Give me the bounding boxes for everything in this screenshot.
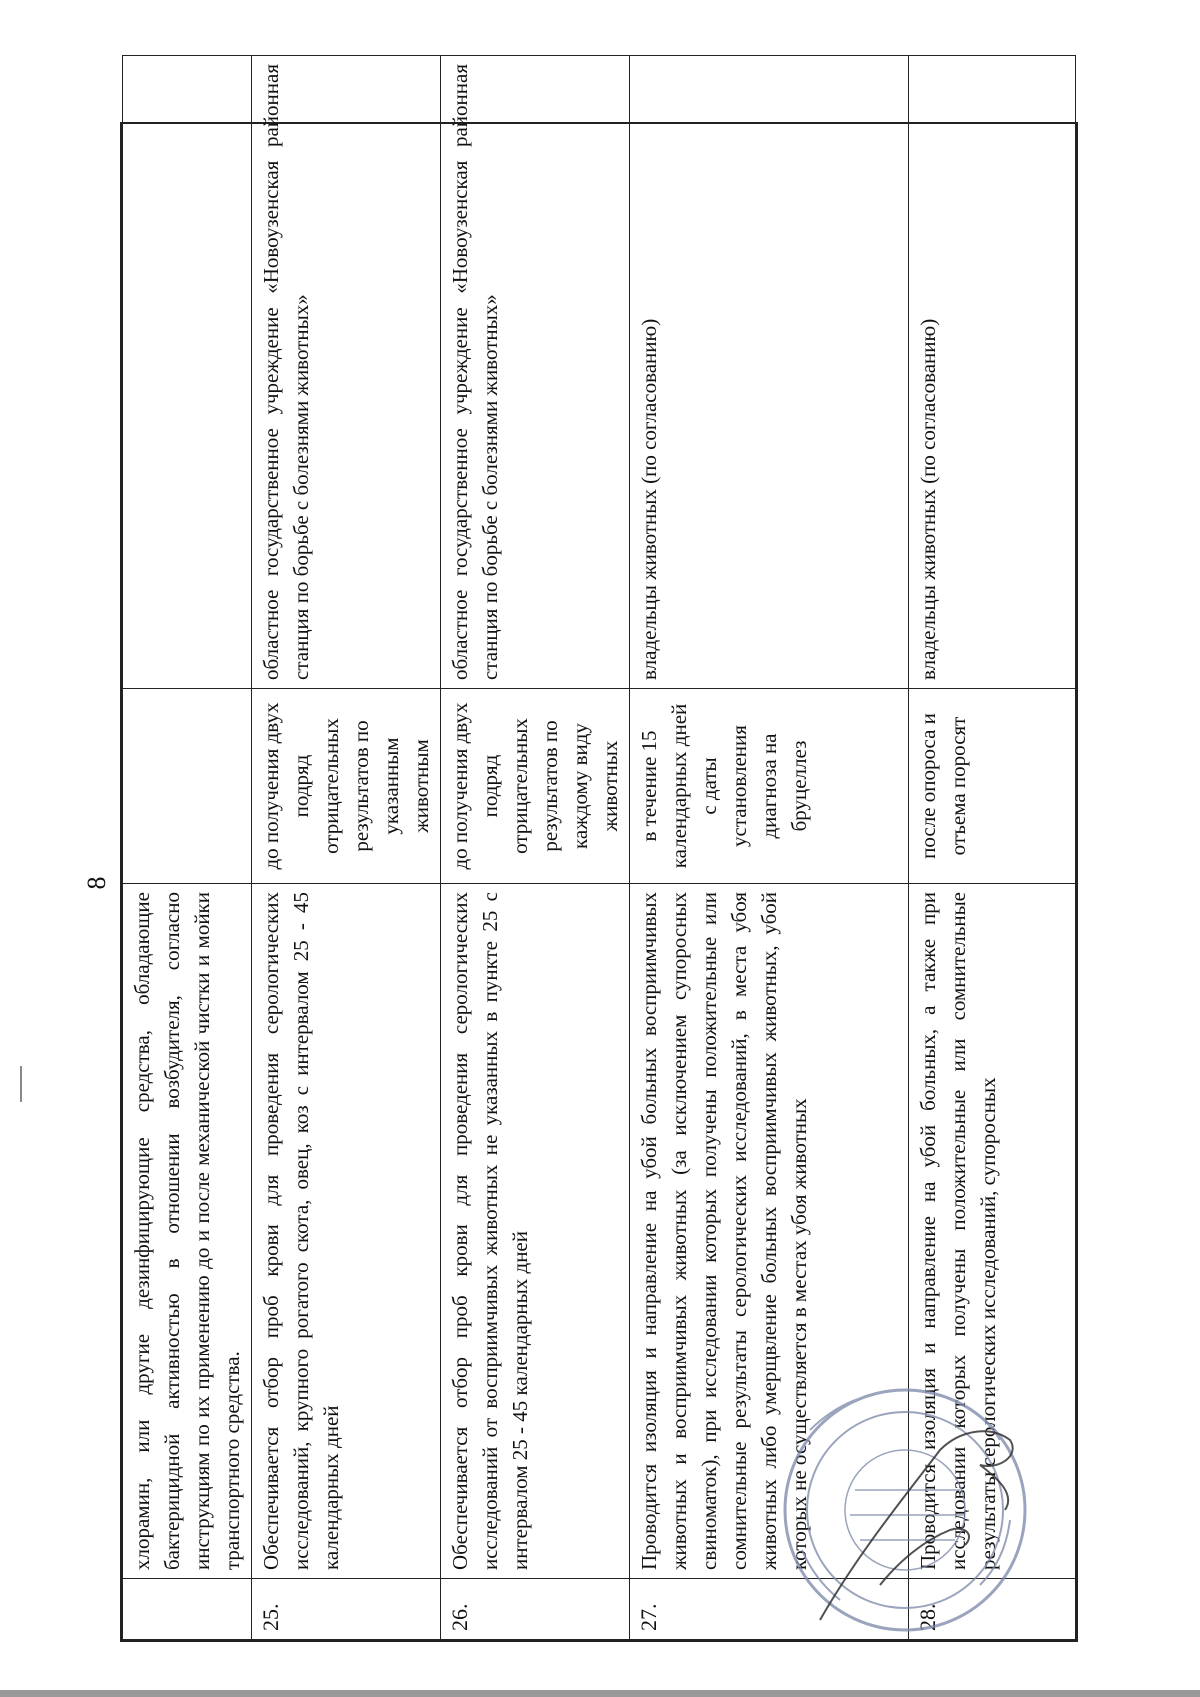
action-cell: Обеспечивается отбор проб крови для проведения серологических исследований, крупного рогатого скота, овец, коз с интервалом 25 - 45 календарных дней (252, 884, 441, 1579)
action-cell: Проводится изоляция и направление на убой больных, а также при исследовании которых получены положительные или сомнительные результаты серологических исследований, супоросных (909, 884, 1076, 1579)
action-cell: Обеспечивается отбор проб крови для проведения серологических исследований от восприимчивых животных не указанных в пункте 25 с интервалом 25 - 45 календарных дней (441, 884, 630, 1579)
row-number: 27. (630, 1579, 909, 1640)
responsible-cell: владельцы животных (по согласованию) (630, 56, 909, 689)
row-number (123, 1579, 252, 1640)
term-cell: после опороса и отъема поросят (909, 689, 1076, 884)
action-cell: Проводится изоляция и направление на убой больных восприимчивых животных и восприимчивых животных (за исключением супоросных свиноматок), при исследовании которых получены положительные или сомнительные результаты серологических исследований, в места убоя животных либо умерщвление больных восприимчивых животных, убой которых не осуществляется в местах убоя животных (630, 884, 909, 1579)
table-row (252, 56, 441, 1640)
term-cell: в течение 15 календарных дней с даты установления диагноза на бруцеллез (630, 689, 909, 884)
page-number: 8 (82, 876, 111, 890)
row-number: 25. (252, 1579, 441, 1640)
scan-edge-mark (0, 1690, 1200, 1697)
scan-edge-mark (20, 1066, 22, 1102)
responsible-cell: областное государственное учреждение «Новоузенская районная станция по борьбе с болезнями животных» (441, 56, 630, 689)
row-number: 26. (441, 1579, 630, 1640)
table-row (441, 56, 630, 1640)
row-number: 28. (909, 1579, 1076, 1640)
term-cell: до получения двух подряд отрицательных результатов по каждому виду животных (441, 689, 630, 884)
responsible-cell: областное государственное учреждение «Новоузенская районная станция по борьбе с болезнями животных» (252, 56, 441, 689)
responsible-cell (123, 56, 252, 689)
term-cell: до получения двух подряд отрицательных результатов по указанным животным (252, 689, 441, 884)
responsible-cell: владельцы животных (по согласованию) (909, 56, 1076, 689)
table-row (123, 56, 252, 1640)
term-cell (123, 689, 252, 884)
action-cell: хлорамин, или другие дезинфицирующие средства, обладающие бактерицидной активностью в отношении возбудителя, согласно инструкциям по их применению до и после механической чистки и мойки транспортного средства. (123, 884, 252, 1579)
official-stamp (760, 1370, 1050, 1660)
